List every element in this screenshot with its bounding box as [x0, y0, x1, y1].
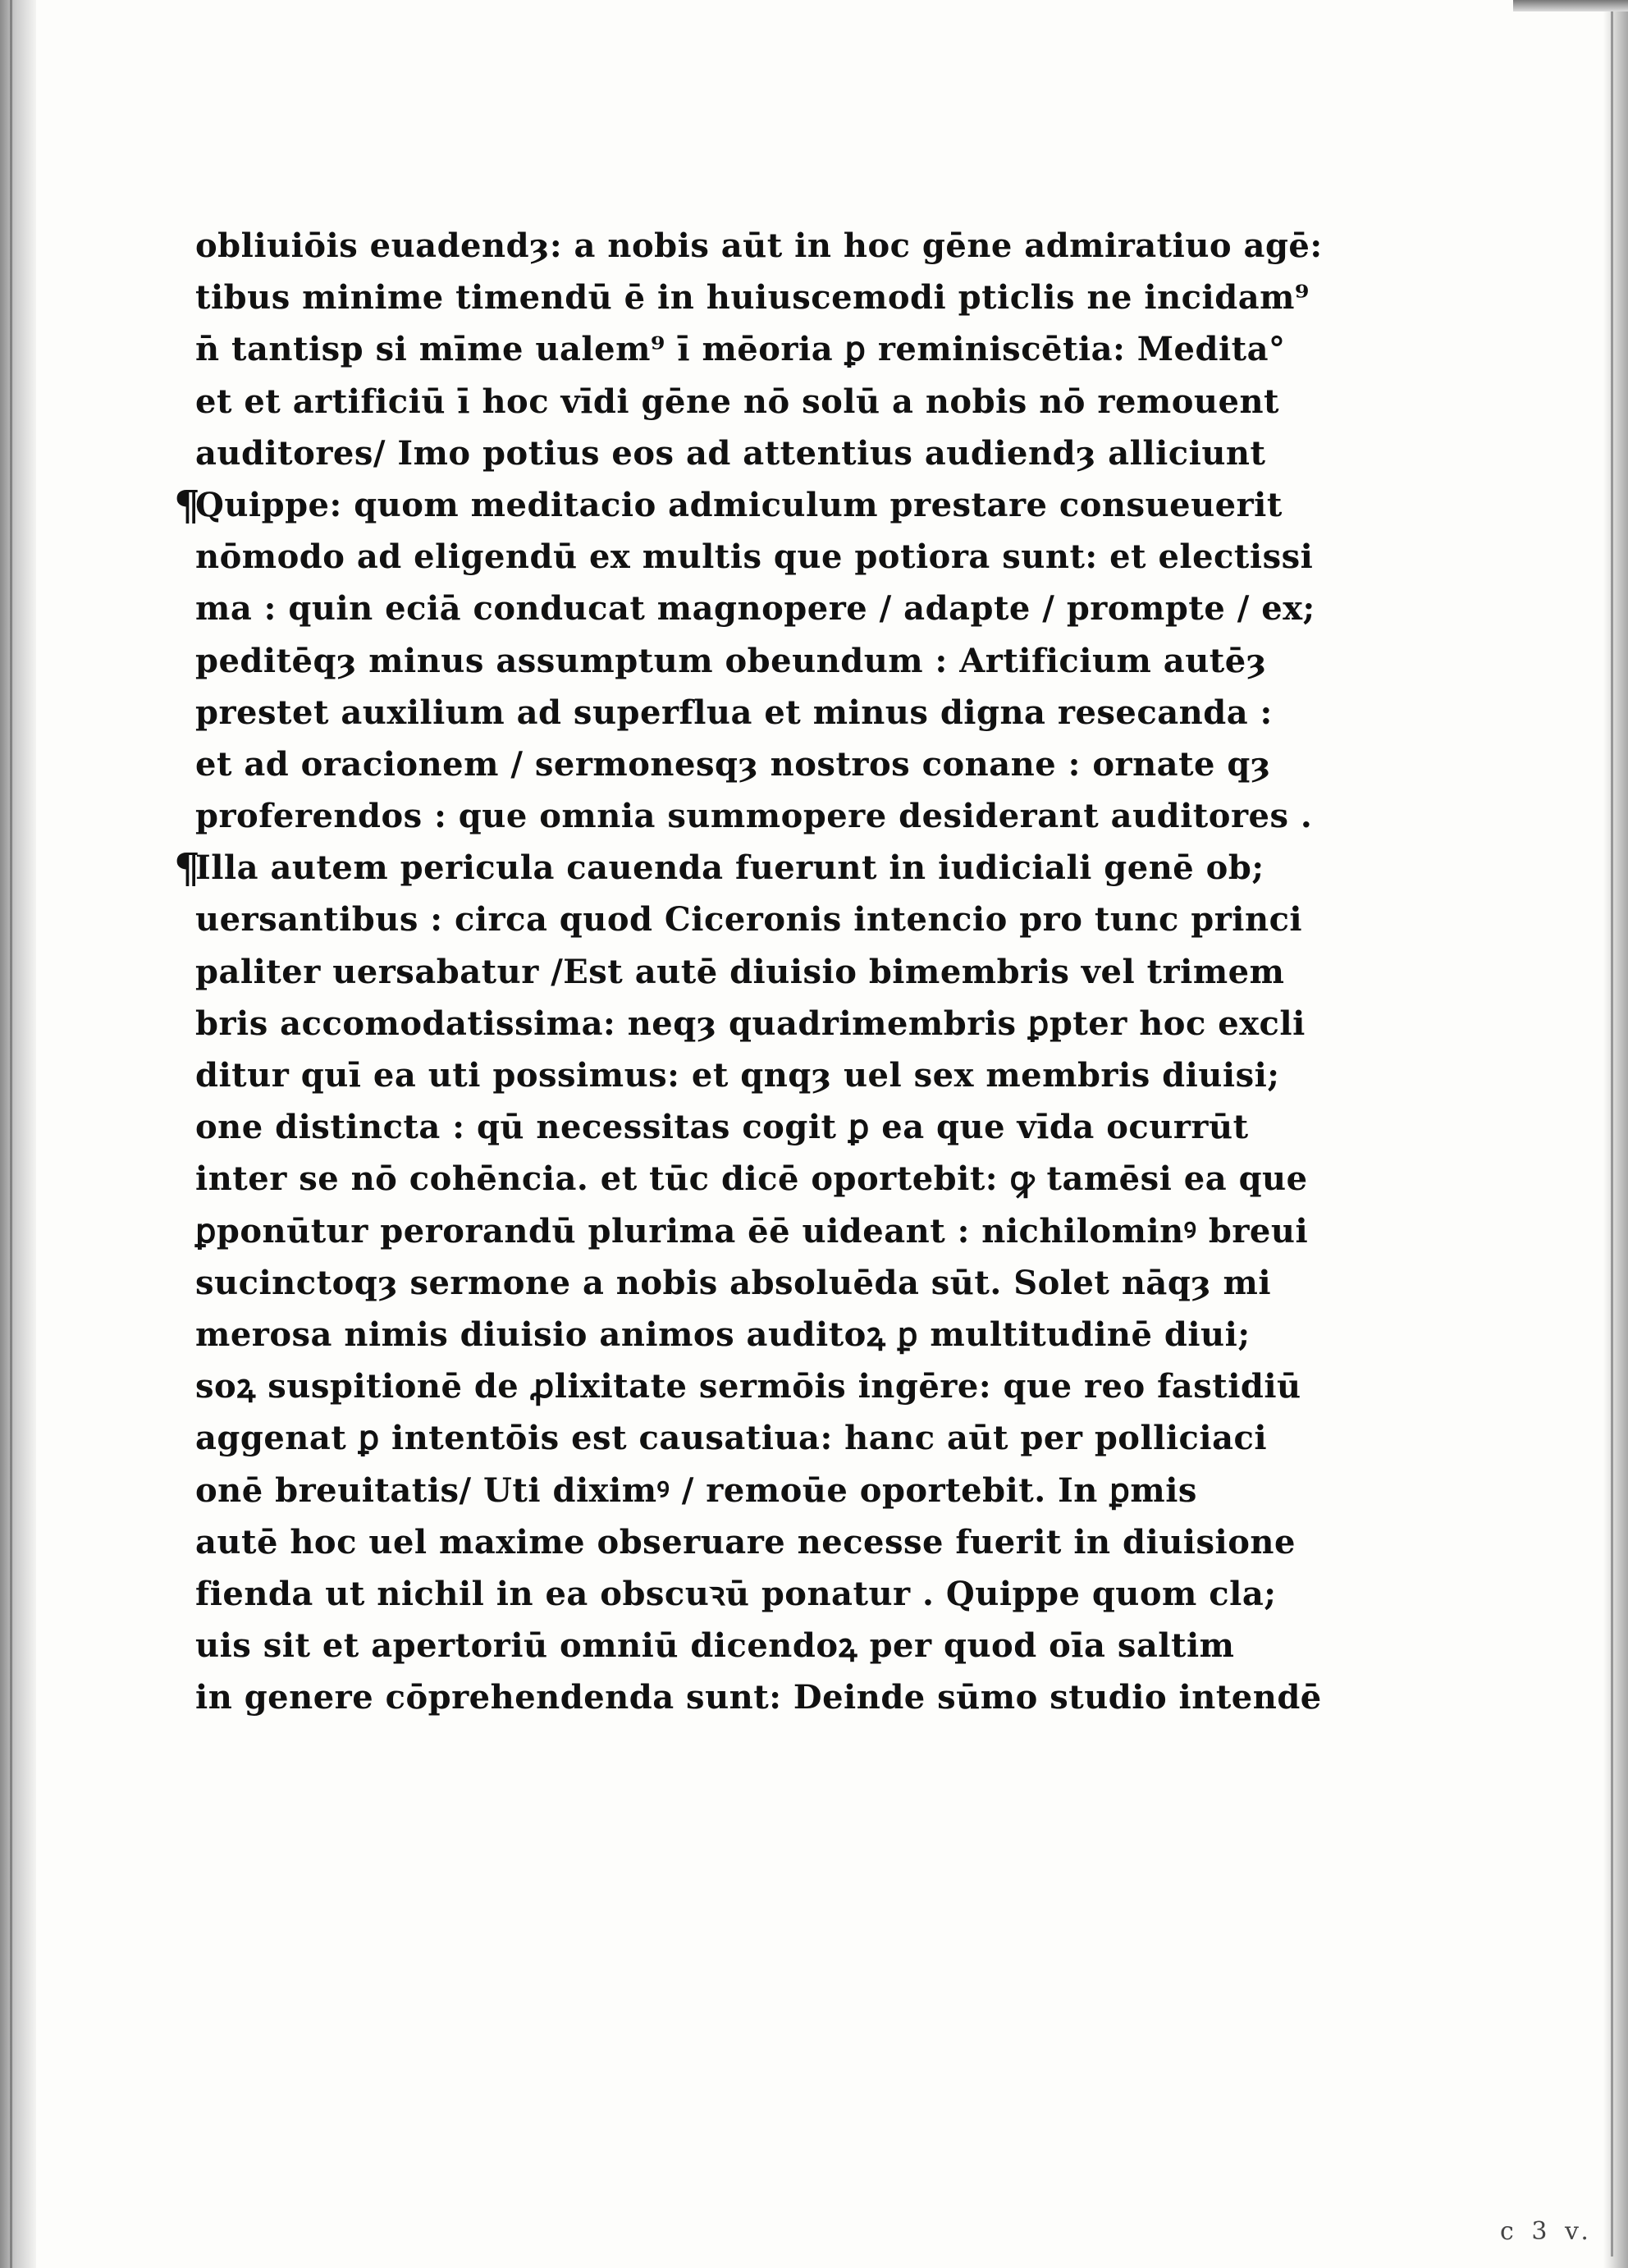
text-line: et et artificiū ī hoc vīdi gēne nō solū a nobis nō remouent: [195, 382, 1280, 421]
text-line: autē hoc uel maxime obseruare necesse fuerit in diuisione: [195, 1522, 1296, 1562]
text-line: auditores/ Imo potius eos ad attentius audiendȝ alliciunt: [195, 433, 1266, 473]
pilcrow-icon: ¶: [174, 844, 201, 893]
text-line: fienda ut nichil in ea obscuꝛū ponatur . Quippe quom cla;: [195, 1574, 1277, 1613]
page-edge-line: [1611, 8, 1613, 2257]
text-line: n̄ tantisp si mīme ualem⁹ ī mēoria ꝑ reminiscētia: Medita°: [195, 330, 1286, 369]
text-line: uersantibus : circa quod Ciceronis intencio pro tunc princi: [195, 900, 1303, 940]
text-line: peditēqȝ minus assumptum obeundum : Artificium autēȝ: [195, 641, 1267, 680]
text-line: Quippe: quom meditacio admiculum prestare consueuerit: [195, 485, 1283, 524]
text-line: merosa nimis diuisio animos auditoꝝ ꝑ multitudinē diui;: [195, 1315, 1251, 1354]
text-line: uis sit et apertoriū omniū dicendoꝝ per quod oīa saltim: [195, 1626, 1235, 1666]
text-line: ꝑponūtur perorandū plurima ēē uideant : nichilominꝰ breui: [195, 1211, 1309, 1251]
text-line: inter se nō cohēncia. et tūc dicē oportebit: ꝙ tamēsi ea que: [195, 1159, 1308, 1199]
text-line: Illa autem pericula cauenda fuerunt in iudiciali genē ob;: [195, 848, 1264, 888]
text-line: aggenat ꝑ intentōis est causatiua: hanc aūt per polliciaci: [195, 1419, 1268, 1458]
text-block: [174, 220, 1323, 1723]
text-line: prestet auxilium ad superflua et minus digna resecanda :: [195, 693, 1273, 732]
text-line: one distincta : qū necessitas cogit ꝑ ea que vīda ocurrūt: [195, 1108, 1249, 1147]
text-line: ditur quī ea uti possimus: et qnqȝ uel sex membris diuisi;: [195, 1056, 1280, 1095]
text-line: in genere cōprehendenda sunt: Deinde sūmo studio intendē: [195, 1678, 1322, 1717]
text-line: tibus minime timendū ē in huiuscemodi pticlis ne incidam⁹: [195, 278, 1310, 318]
pilcrow-icon: ¶: [174, 480, 201, 529]
text-line: proferendos : que omnia summopere desiderant auditores .: [195, 797, 1313, 836]
text-line: bris accomodatissima: neqȝ quadrimembris ꝑpter hoc excli: [195, 1004, 1306, 1043]
paragraph-line: [174, 479, 1283, 531]
text-line: et ad oracionem / sermonesqȝ nostros conane : ornate qȝ: [195, 744, 1271, 784]
text-line: paliter uersabatur /Est autē diuisio bimembris vel trimem: [195, 952, 1285, 991]
text-line: nōmodo ad eligendū ex multis que potiora sunt: et electissi: [195, 537, 1314, 577]
book-gutter: [0, 0, 36, 2268]
text-line: onē breuitatis/ Uti diximꝰ / remoūe oportebit. In ꝑmis: [195, 1470, 1197, 1510]
text-line: ma : quin eciā conducat magnopere / adapte / prompte / ex;: [195, 589, 1315, 629]
text-line: obliuiōis euadendȝ: a nobis aūt in hoc gēne admiratiuo agē:: [195, 226, 1323, 265]
gutter-shadow-line: [10, 0, 12, 2268]
text-line: soꝝ suspitionē de ꝓlixitate sermōis ingēre: que reo fastidiū: [195, 1367, 1301, 1406]
paragraph-line: [174, 842, 1264, 894]
page-top-corner: [1513, 0, 1628, 11]
text-line: sucinctoqȝ sermone a nobis absoluēda sūt. Solet nāqȝ mi: [195, 1263, 1272, 1302]
folio-mark: c 3 v.: [1500, 2217, 1594, 2246]
page-right-edge: [1603, 0, 1628, 2268]
